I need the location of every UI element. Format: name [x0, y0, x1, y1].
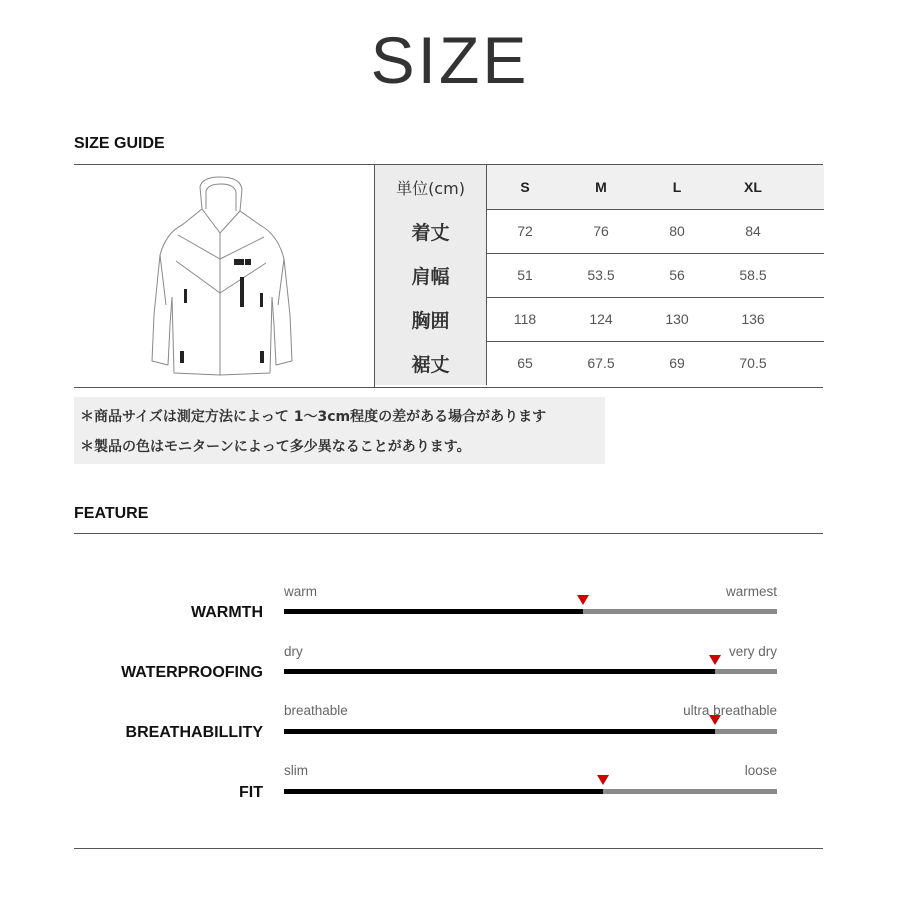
feature-level-fill [284, 609, 583, 614]
table-cell: 84 [745, 223, 761, 239]
size-table [74, 164, 823, 388]
table-row [375, 297, 824, 342]
table-cell: 67.5 [587, 355, 615, 371]
table-cell: 56 [669, 267, 685, 283]
feature-max-label: warmest [725, 584, 777, 599]
row-label: 胸囲 [375, 297, 487, 341]
divider [74, 533, 823, 534]
size-col-l: L [672, 179, 682, 195]
feature-heading: FEATURE [74, 505, 149, 522]
feature-max-label: loose [744, 763, 777, 778]
jacket-line-drawing-icon [74, 165, 374, 387]
feature-max-label: ultra breathable [683, 703, 777, 718]
note-color: ＊製品の色はモニターンによって多少異なることがあります。 [80, 439, 471, 455]
feature-min-label: slim [284, 763, 308, 778]
table-cell: 80 [669, 223, 685, 239]
size-col-m: M [595, 179, 607, 195]
table-cell: 76 [593, 223, 609, 239]
feature-name-waterproofing: WATERPROOFING [121, 664, 263, 681]
feature-marker-icon [709, 715, 721, 725]
table-cell: 58.5 [739, 267, 767, 283]
feature-min-label: warm [284, 584, 317, 599]
feature-max-label: very dry [728, 644, 777, 659]
table-cell: 51 [517, 267, 533, 283]
table-cell: 70.5 [739, 355, 767, 371]
divider [74, 848, 823, 849]
table-cell: 130 [665, 311, 689, 327]
page-title: SIZE [370, 23, 530, 97]
size-header-row [375, 165, 824, 210]
feature-scale-breathability [284, 729, 777, 734]
feature-marker-icon [577, 595, 589, 605]
feature-name-warmth: WARMTH [191, 604, 263, 621]
feature-name-breathability: BREATHABILLITY [125, 724, 263, 741]
feature-marker-icon [709, 655, 721, 665]
table-cell: 65 [517, 355, 533, 371]
feature-min-label: breathable [284, 703, 348, 718]
table-row [375, 209, 824, 254]
unit-label: 単位(cm) [375, 165, 487, 209]
feature-level-fill [284, 669, 715, 674]
table-cell: 69 [669, 355, 685, 371]
row-label: 着丈 [375, 209, 487, 253]
table-cell: 53.5 [587, 267, 615, 283]
row-label: 裾丈 [375, 341, 487, 385]
feature-level-fill [284, 789, 603, 794]
feature-level-fill [284, 729, 715, 734]
table-cell: 136 [741, 311, 765, 327]
table-cell: 124 [589, 311, 613, 327]
jacket-illustration [74, 165, 374, 387]
feature-scale-fit [284, 789, 777, 794]
feature-marker-icon [597, 775, 609, 785]
size-grid [374, 165, 824, 387]
feature-scale-warmth [284, 609, 777, 614]
table-cell: 118 [513, 311, 537, 327]
feature-min-label: dry [284, 644, 303, 659]
note-measurement: ＊商品サイズは測定方法によって 1～3cm程度の差がある場合があります [80, 409, 547, 425]
table-row [375, 253, 824, 298]
table-cell: 72 [517, 223, 533, 239]
size-col-xl: XL [744, 179, 762, 195]
size-notes [74, 397, 605, 464]
size-guide-heading: SIZE GUIDE [74, 135, 165, 152]
feature-name-fit: FIT [239, 784, 263, 801]
table-row [375, 341, 824, 385]
feature-scale-waterproofing [284, 669, 777, 674]
size-col-s: S [520, 179, 530, 195]
row-label: 肩幅 [375, 253, 487, 297]
